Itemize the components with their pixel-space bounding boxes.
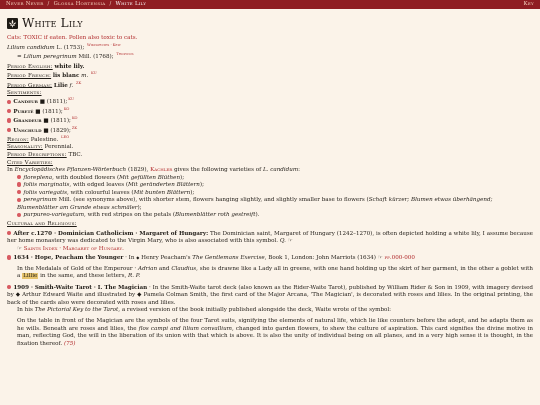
bullet-dot-icon [7, 100, 11, 104]
saints-index-link[interactable]: Saints Index · Margaret of Hungary. [23, 245, 124, 252]
bullet-dot-icon [17, 213, 21, 217]
period-english: Period English: white lily. [7, 63, 85, 70]
period-descriptions: Period Descriptions: TBC. [7, 152, 83, 159]
tarot-quote: On the table in front of the Magician are the symbols of the four Tarot suits, signifying the elements of natural life, which lie like counters before the adept, and he adapts them as he wills. Beneath are roses and lilies, the flos campi and lilium convallium, changed into garden flowers, to shew the culture of aspiration. This card signifies the divine motive in man, reflecting God, the will in the liberation of its union with that which is above. It is also the unity of individual being on all planes, and in a very high sense it is thought, in the fixation thereof. (75) [17, 317, 534, 347]
pointing-hand-icon: ☞ [377, 255, 383, 262]
highlighted-term: Lillie [23, 273, 38, 280]
source-link[interactable]: KO [71, 116, 78, 121]
bullet-dot-icon [7, 231, 11, 235]
variety-item: foliis variegatis, with colourful leaves (Mit bunten Blättern); [7, 190, 533, 198]
bullet-dot-icon [17, 175, 21, 179]
cultural-entry-tarot: 1909 · Smith-Waite Tarot · I. The Magician · In the Smith-Waite tarot deck (also known as the Rider-Waite Tarot), published by William Rider & Son in 1909, with imagery devised by ◆ Arthur Edward Waite and illustrated by ◆ Pamela Colman Smith, the first card of the Major Arcana, 'The Magician', is decorated with roses and lilies. In the original printing, the back of the cards also were decorated with roses and lilies. [7, 284, 533, 306]
sentiment-item: Grandeur ■ (1811);$^{KO}$ [7, 116, 533, 125]
title-row [7, 15, 533, 31]
bullet-dot-icon [17, 198, 21, 202]
source-link[interactable]: KU [91, 71, 97, 76]
scientific-name-1: Lilium candidum L. (1753); $^{Wikispecies \cdot Kew}$ [7, 42, 121, 51]
breadcrumb-separator: / [109, 0, 112, 7]
peacham-quote: In the Medalals of Gold of the Emperour · Adrian and Claudius, she is drawne like a Lady all in greene, with one hand holding up the skirt of her garment, in the other a goblet with a Lillie in the same, and these letters, R. P. [17, 265, 534, 280]
source-link[interactable]: Wikispecies · Kew [87, 42, 121, 47]
variety-item: floreplena, with doubled flowers (Mit gefüllten Blüthen); [7, 175, 533, 183]
varieties-intro: In Encyclopädisches Pflanzen-Wörterbuch (1829), Kachler gives the following varieties of L. candidum: [7, 167, 301, 174]
main-content [0, 9, 540, 348]
top-nav-bar [0, 0, 540, 9]
sentiment-item: Candeur ■ (1811);$^{KU}$ [7, 97, 533, 106]
bullet-dot-icon [7, 118, 11, 122]
cultural-entry-peacham: 1634 · Hope, Peacham the Younger · In ◆ Henry Peacham's The Gentlemans Exercise, Book 1, London: John Marriots (1634) ☞ pp.000-000 [7, 255, 533, 263]
cultural-label: Cultural and Religious: [7, 220, 77, 227]
source-link[interactable]: KO [63, 106, 70, 111]
cultural-entry-margaret: After c.1270 · Dominician Catholicism · Margaret of Hungary: The Dominician saint, Margaret of Hungary (1242–1270), is often depicted holding a white lily, I assume because her home monastery was dedicated to the Virgin Mary, who is also associated with this symbol. Q. ☞ [7, 230, 533, 245]
period-german: Period German: Lilie f. $^{ZK}$ [7, 80, 82, 89]
breadcrumb-separator: / [47, 0, 50, 7]
pointing-hand-icon: ☞ [287, 238, 293, 245]
variety-item: foliis marginatis, with edged leaves (Mit geränderten Blättern); [7, 182, 533, 190]
breadcrumb-current: White Lily [115, 0, 147, 7]
bullet-dot-icon [17, 182, 21, 186]
breadcrumb-never-never[interactable]: Never Never [6, 0, 44, 7]
bullet-dot-icon [7, 255, 11, 259]
bullet-dot-icon [17, 190, 21, 194]
pointing-hand-icon: ☞ [17, 245, 23, 252]
scientific-name-2: = Lilium peregrinum Mill. (1768); $^{Tropicos}$ [17, 52, 134, 60]
source-link[interactable]: Tropicos [116, 52, 134, 57]
bullet-dot-icon [7, 285, 11, 289]
sentiments-label: Sentiments: [7, 89, 42, 96]
cultural-entry-margaret-link [7, 246, 533, 254]
bullet-dot-icon [7, 109, 11, 113]
sentiment-item: Unschuld ■ (1829);$^{ZK}$ [7, 126, 533, 135]
source-link[interactable]: ZK [71, 125, 78, 130]
sentiment-item: Pureté ■ (1811);$^{KO}$ [7, 107, 533, 116]
tarot-entry-waite: In his The Pictorial Key to the Tarot, a revised version of the book initially published alongside the deck, Waite wrote of the symbol: [17, 307, 392, 314]
source-link[interactable]: KU [68, 97, 74, 102]
region: Region: Palestine. $^{LEO}$ [7, 135, 70, 143]
key-link[interactable]: Key [523, 0, 534, 7]
variety-item: purpureo-variegatum, with red stripes on the petals (Blumenblätter roth gestreift). [7, 212, 533, 220]
breadcrumb-glossa-hortensia[interactable]: Glossa Hortensia [53, 0, 106, 7]
page-link[interactable]: pp.000-000 [384, 255, 415, 262]
period-french: Period French: lis blanc m. $^{KU}$ [7, 71, 97, 79]
cats-warning: Cats: TOXIC if eaten. Pollen also toxic to cats. [7, 35, 138, 42]
cited-varieties-label: Cited Varieties: [7, 159, 53, 166]
author-link[interactable]: Kachler [150, 167, 173, 174]
source-link[interactable]: LEO [61, 135, 70, 140]
seasonality: Seasonality: Perennial. [7, 144, 74, 151]
source-link[interactable]: ZK [75, 80, 82, 85]
fleur-de-lis-icon [7, 18, 18, 29]
variety-item: peregrinum Mill. (see synonyms above), with shorter stem, flowers hanging slightly, and slightly smaller base to flowers (Schaft kürzer; Blumen etwas überhängend; Blumenblätter am Grunde etwas schmäler); [17, 197, 493, 211]
page-title: White Lily [22, 16, 83, 30]
bullet-dot-icon [7, 128, 11, 132]
